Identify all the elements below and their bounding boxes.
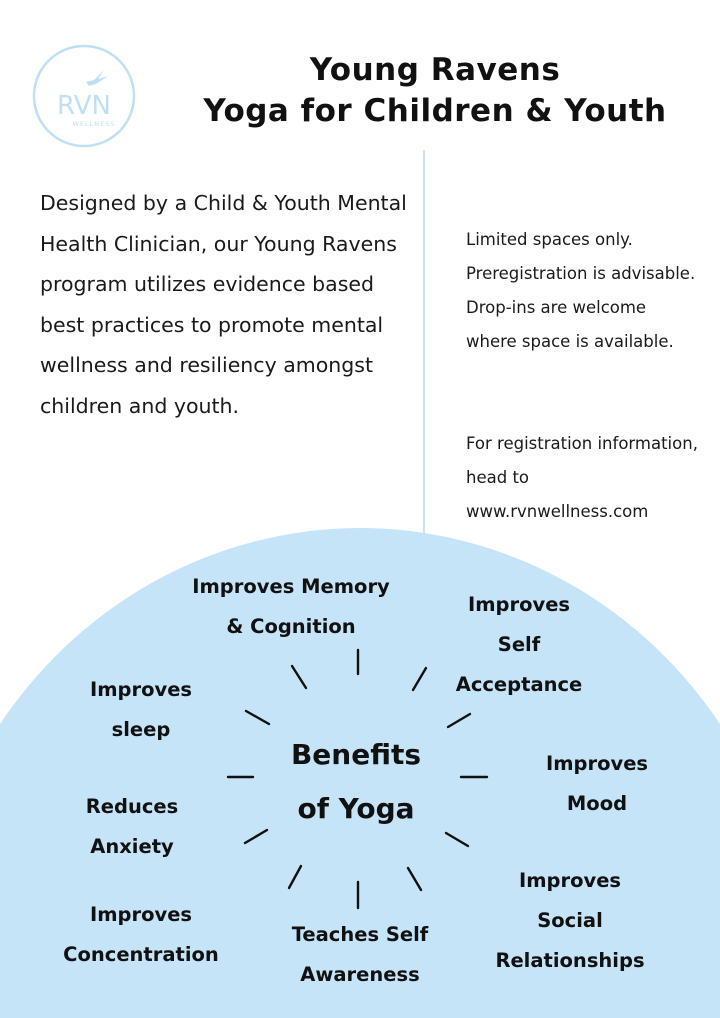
benefit-line: & Cognition	[226, 615, 356, 638]
benefit-line: sleep	[111, 718, 171, 741]
logo-subtext: WELLNESS	[72, 120, 116, 128]
intro-paragraph: Designed by a Child & Youth Mental Health Clinician, our Young Ravens program utilizes evidence based best practices to promote mental wellness and resiliency amongst children and youth.	[40, 191, 407, 418]
benefit-line: Concentration	[63, 943, 219, 966]
benefit-line: Mood	[566, 792, 628, 815]
benefit-line: Reduces	[85, 795, 179, 818]
registration-note: For registration information, head to www.rvnwellness.com	[466, 434, 698, 521]
availability-note: Limited spaces only. Preregistration is advisable. Drop-ins are welcome where space is available.	[466, 230, 696, 351]
benefit-social-relationships	[495, 861, 644, 981]
benefit-line: Improves	[89, 678, 193, 701]
logo-text: RVN	[57, 91, 111, 121]
benefit-concentration	[63, 895, 219, 975]
benefit-line: Anxiety	[90, 835, 174, 858]
benefit-memory-cognition	[192, 567, 390, 647]
center-line-2: of Yoga	[297, 792, 415, 825]
benefit-line: Relationships	[495, 949, 645, 972]
title-line-1: Young Ravens	[309, 52, 561, 88]
benefit-line: Social	[537, 909, 603, 932]
benefit-line: Self	[497, 633, 541, 656]
benefits-center-label	[291, 728, 421, 836]
benefit-self-awareness	[292, 915, 429, 995]
benefit-anxiety	[86, 787, 178, 867]
benefit-line: Acceptance	[455, 673, 583, 696]
benefit-sleep	[90, 670, 192, 750]
benefit-self-acceptance	[456, 585, 583, 705]
benefit-line: Teaches Self	[291, 923, 429, 946]
benefit-line: Improves	[89, 903, 193, 926]
benefit-line: Improves	[518, 869, 622, 892]
center-line-1: Benefits	[290, 738, 422, 771]
benefit-line: Awareness	[300, 963, 420, 986]
benefit-mood	[546, 744, 648, 824]
benefit-line: Improves	[545, 752, 649, 775]
benefit-line: Improves Memory	[192, 575, 390, 598]
title-line-2: Yoga for Children & Youth	[203, 93, 667, 129]
benefit-line: Improves	[467, 593, 571, 616]
